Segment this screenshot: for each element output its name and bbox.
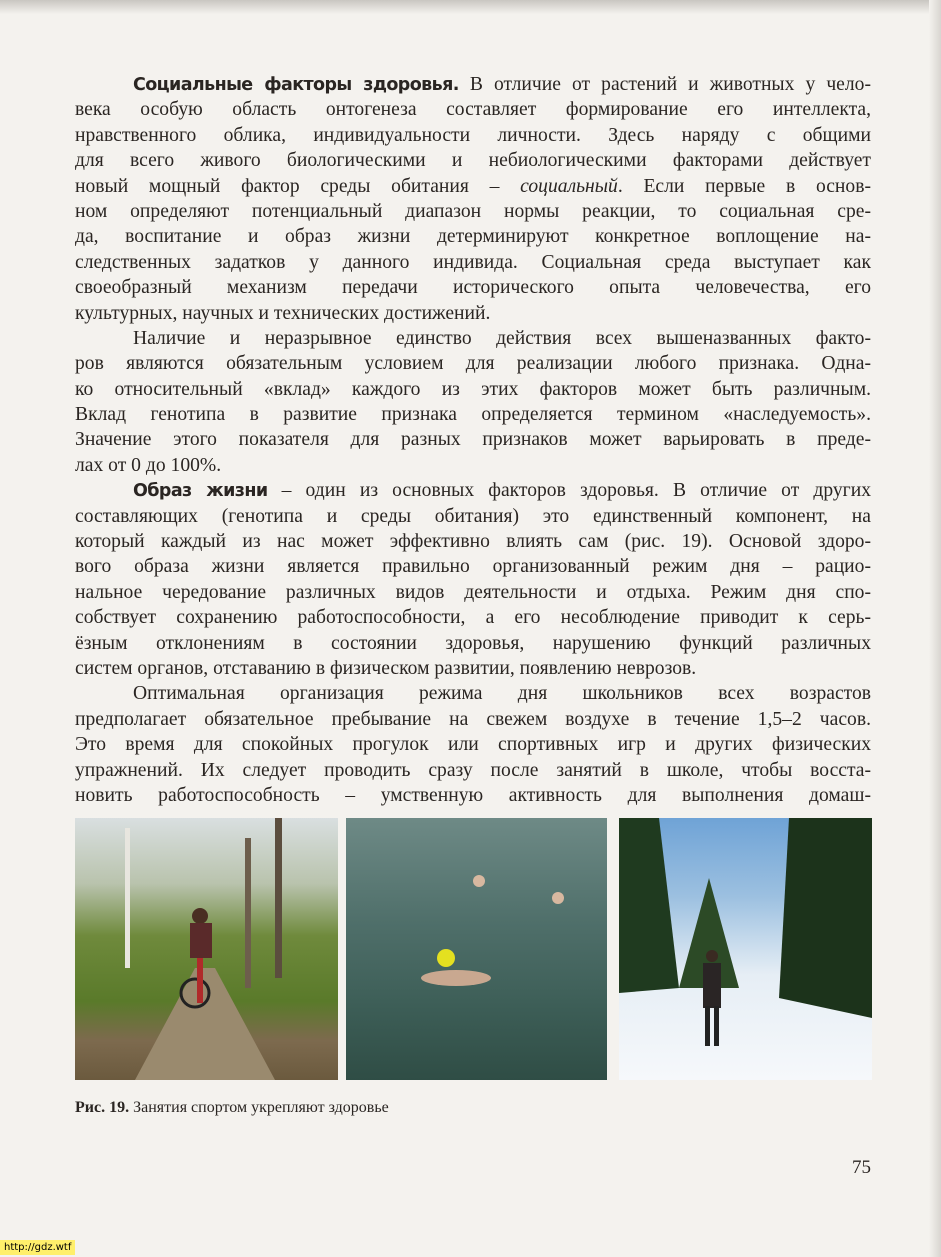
text-line bbox=[75, 351, 871, 376]
text-line bbox=[75, 580, 871, 605]
text-line bbox=[75, 453, 871, 478]
text-line bbox=[75, 605, 871, 630]
bold-heading: Образ жизни bbox=[133, 481, 268, 502]
text-line bbox=[75, 554, 871, 579]
text-span: Это время для спокойных прогулок или спортивных игр и других физических bbox=[75, 734, 871, 756]
text-line bbox=[75, 148, 871, 173]
photo-cyclist bbox=[75, 818, 338, 1080]
text-span: ном определяют потенциальный диапазон нормы реакции, то социальная сре- bbox=[75, 200, 871, 222]
text-span: систем органов, отставанию в физическом развитии, появлению неврозов. bbox=[75, 657, 697, 679]
text-span: нальное чередование различных видов деятельности и отдыха. Режим дня спо- bbox=[75, 581, 871, 603]
text-span: ко относительный «вклад» каждого из этих факторов может быть различным. bbox=[75, 378, 871, 400]
text-line bbox=[75, 758, 871, 783]
text-span: В отличие от растений и животных у чело- bbox=[458, 74, 871, 95]
text-line bbox=[75, 301, 871, 326]
text-span: Значение этого показателя для разных признаков может варьировать в преде- bbox=[75, 429, 871, 451]
text-line bbox=[75, 732, 871, 757]
page-number: 75 bbox=[852, 1157, 871, 1178]
text-span: который каждый из нас может эффективно влиять сам (рис. 19). Основой здоро- bbox=[75, 531, 871, 553]
text-line bbox=[75, 427, 871, 452]
text-span: своеобразный механизм передачи исторического опыта человечества, его bbox=[75, 277, 871, 299]
figure-19 bbox=[75, 818, 872, 1080]
figure-caption-text: Занятия спортом укрепляют здоровье bbox=[129, 1099, 389, 1116]
figure-caption bbox=[75, 1099, 389, 1117]
paragraph bbox=[75, 478, 871, 681]
text-span: – один из основных факторов здоровья. В отличие от других bbox=[267, 480, 871, 502]
text-line bbox=[75, 681, 871, 706]
text-line bbox=[75, 97, 871, 122]
text-line bbox=[75, 326, 871, 351]
photo-skier bbox=[619, 818, 872, 1080]
text-span: составляющих (генотипа и среды обитания) это единственный компонент, на bbox=[75, 505, 871, 527]
text-span: вого образа жизни является правильно организованный режим дня – рацио- bbox=[75, 556, 871, 578]
text-line bbox=[75, 529, 871, 554]
text-span: . Если первые в основ- bbox=[617, 175, 871, 197]
text-span: ёзным отклонениям в состоянии здоровья, нарушению функций различных bbox=[75, 632, 871, 654]
text-line bbox=[75, 504, 871, 529]
scan-right-shadow bbox=[929, 0, 941, 1257]
paragraph bbox=[75, 326, 871, 478]
text-line bbox=[75, 783, 871, 808]
paragraph bbox=[75, 72, 871, 326]
bold-heading: Социальные факторы здоровья. bbox=[133, 75, 459, 95]
text-span: новить работоспособность – умственную активность для выполнения домаш- bbox=[75, 784, 871, 806]
text-span: века особую область онтогенеза составляет формирование его интеллекта, bbox=[75, 99, 871, 121]
paragraph bbox=[75, 681, 871, 808]
text-span: да, воспитание и образ жизни детерминируют конкретное воплощение на- bbox=[75, 226, 871, 248]
figure-caption-label: Рис. 19. bbox=[75, 1099, 130, 1116]
text-line bbox=[75, 478, 871, 503]
skier-illustration bbox=[619, 818, 872, 1080]
text-line bbox=[75, 402, 871, 427]
text-line bbox=[75, 377, 871, 402]
text-span: следственных задатков у данного индивида. Социальная среда выступает как bbox=[75, 251, 871, 273]
text-span: Наличие и неразрывное единство действия всех вышеназванных факто- bbox=[133, 327, 871, 349]
photo-swimmers bbox=[346, 818, 607, 1080]
text-line bbox=[75, 631, 871, 656]
body-text bbox=[75, 72, 871, 808]
text-span: ров являются обязательным условием для реализации любого признака. Одна- bbox=[75, 353, 871, 375]
text-span: Вклад генотипа в развитие признака определяется термином «наследуемость». bbox=[75, 404, 871, 426]
text-line bbox=[75, 707, 871, 732]
text-span: нравственного облика, индивидуальности личности. Здесь наряду с общими bbox=[75, 124, 871, 146]
text-span: предполагает обязательное пребывание на свежем воздухе в течение 1,5–2 часов. bbox=[75, 708, 871, 730]
text-span: новый мощный фактор среды обитания – bbox=[75, 175, 521, 197]
cyclist-illustration bbox=[75, 818, 338, 1080]
text-line bbox=[75, 224, 871, 249]
text-line bbox=[75, 656, 871, 681]
text-line bbox=[75, 275, 871, 300]
text-span: упражнений. Их следует проводить сразу после занятий в школе, чтобы восста- bbox=[75, 759, 871, 781]
swimmers-illustration bbox=[346, 818, 607, 1080]
text-span: лах от 0 до 100%. bbox=[75, 454, 222, 476]
text-span: Оптимальная организация режима дня школьников всех возрастов bbox=[133, 683, 871, 705]
text-line bbox=[75, 72, 871, 97]
text-line bbox=[75, 123, 871, 148]
text-line bbox=[75, 174, 871, 199]
text-line bbox=[75, 250, 871, 275]
text-span: собствует сохранению работоспособности, а его несоблюдение приводит к серь- bbox=[75, 607, 871, 629]
watermark-link[interactable]: http://gdz.wtf bbox=[0, 1240, 75, 1255]
italic-term: социальный bbox=[520, 175, 618, 197]
text-span: для всего живого биологическими и небиологическими факторами действует bbox=[75, 150, 871, 172]
text-span: культурных, научных и технических достижений. bbox=[75, 302, 491, 324]
text-line bbox=[75, 199, 871, 224]
scan-top-shadow bbox=[0, 0, 941, 14]
